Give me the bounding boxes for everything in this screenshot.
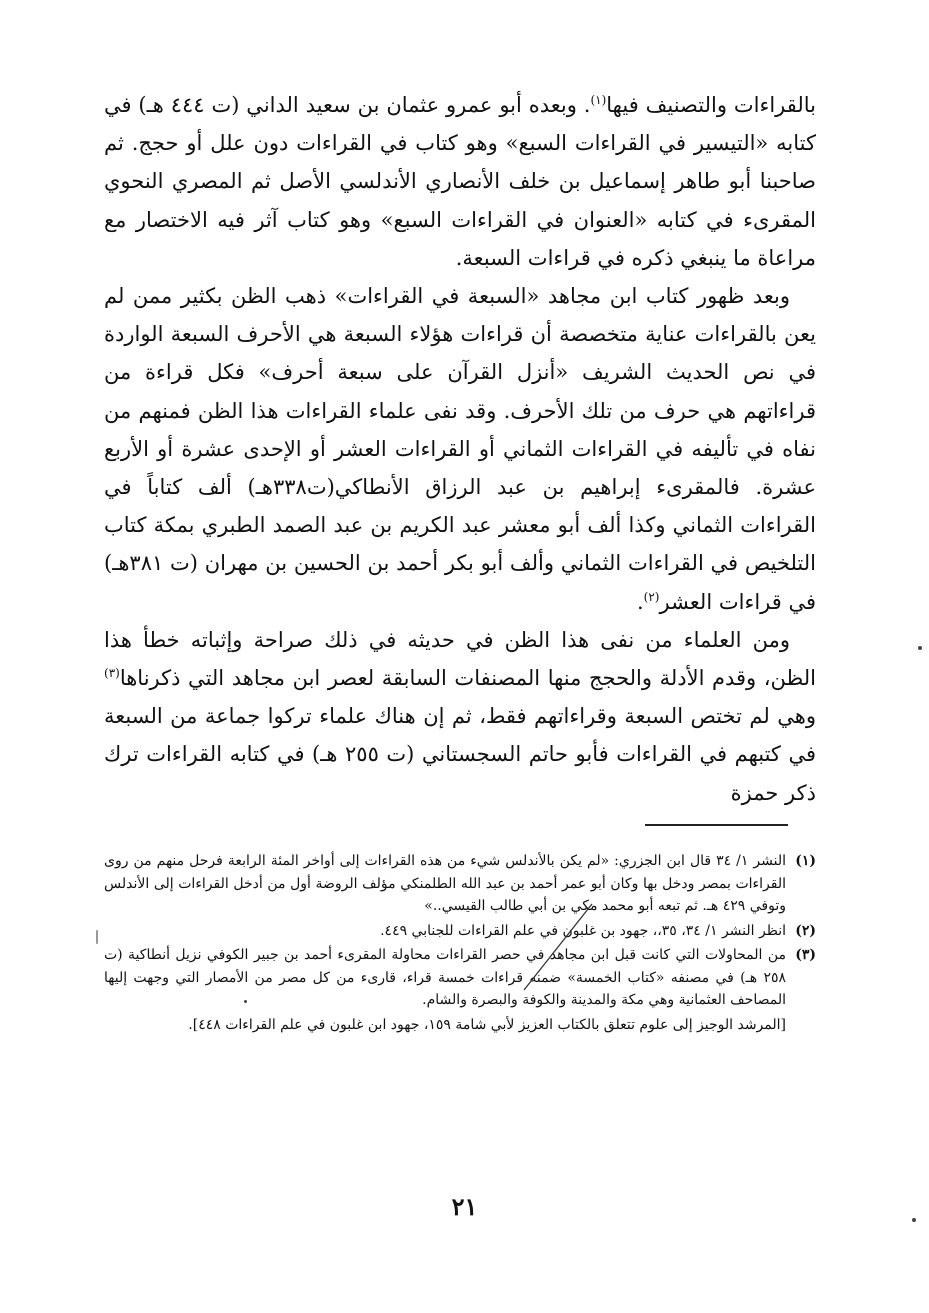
footnotes bbox=[104, 850, 816, 1036]
scan-speck bbox=[96, 930, 98, 944]
footnote-2 bbox=[104, 920, 816, 943]
pen-stroke-mark bbox=[518, 900, 598, 995]
main-text bbox=[104, 86, 816, 812]
paragraph-3-text: ومن العلماء من نفى هذا الظن في حديثه في ذلك صراحة وإثباته خطأ هذا الظن، وقدم الأدلة والحجج منها المصنفات السابقة لعصر ابن مجاهد التي ذكرناها bbox=[104, 627, 816, 691]
footnote-ref-3: (٣) bbox=[104, 666, 120, 681]
footnote-ref-1: (١) bbox=[590, 93, 607, 107]
footnote-3-source: [المرشد الوجيز إلى علوم تتعلق بالكتاب العزيز لأبي شامة ١٥٩، جهود ابن غلبون في علم القراءات ٤٤٨]. bbox=[188, 1016, 786, 1033]
paragraph-1-text-after: . وبعده أبو عمرو عثمان بن سعيد الداني (ت ٤٤٤ هـ) في كتابه «التيسير في القراءات السبع» وهو كتاب في القراءات دون علل أو حجج. ثم صاحبنا أبو طاهر إسماعيل بن خلف الأنصاري الأندلسي الأصل ثم المصري النحوي المقرىء في كتابه «العنوان في القراءات السبع» وهو كتاب آثر فيه الاختصار مع مراعاة ما ينبغي ذكره في قراءات السبعة. bbox=[104, 93, 816, 270]
footnote-separator bbox=[645, 824, 788, 826]
paragraph-3-text-after: وهي لم تختص السبعة وقراءاتهم فقط، ثم إن هناك علماء تركوا جماعة من السبعة في كتبهم في القراءات فأبو حاتم السجستاني (ت ٢٥٥ هـ) في كتابه القراءات ترك ذكر حمزة bbox=[104, 704, 817, 805]
scan-speck bbox=[244, 1000, 247, 1003]
page-number: ٢١ bbox=[451, 1192, 478, 1221]
paragraph-1 bbox=[104, 86, 816, 277]
footnote-1 bbox=[104, 850, 816, 918]
paragraph-2 bbox=[104, 277, 816, 621]
footnote-number: (٢) bbox=[795, 922, 816, 939]
footnote-ref-2: (٢) bbox=[643, 589, 660, 604]
footnote-text: انظر النشر ١/ ٣٤، ٣٥،، جهود بن غلبون في علم القراءات للجنابي ٤٤٩. bbox=[380, 922, 786, 939]
footnote-number: (٣) bbox=[795, 947, 816, 963]
scan-speck bbox=[912, 1218, 916, 1222]
paragraph-3 bbox=[104, 621, 816, 812]
footnote-3 bbox=[104, 944, 816, 1012]
footnote-number: (١) bbox=[795, 853, 816, 869]
footnote-text: من المحاولات التي كانت قبل ابن مجاهد في حصر القراءات محاولة المقرىء أحمد بن جبير الكوفي نزيل أنطاكية (ت ٢٥٨ هـ) في مصنفه «كتاب الخمسة» ضمنه قراءات خمسة قراء، قارىء من كل مصر من الأمصار التي وجهت إليها المصاحف العثمانية وهي مكة والمدينة والكوفة والبصرة والشام. bbox=[104, 947, 786, 1008]
paragraph-2-text: وبعد ظهور كتاب ابن مجاهد «السبعة في القراءات» ذهب الظن بكثير ممن لم يعن بالقراءات عناية متخصصة أن قراءات هؤلاء السبعة هي الأحرف السبعة الواردة في نص الحديث الشريف «أنزل القرآن على سبعة أحرف» فكل قراءة من قراءاتهم هي حرف من تلك الأحرف. وقد نفى علماء القراءات هذا الظن فمنهم من نفاه في تأليفه في القراءات الثماني أو القراءات العشر أو الإحدى عشرة أو الأربع عشرة. فالمقرىء إبراهيم بن عبد الرزاق الأنطاكي(ت٣٣٨هـ) ألف كتاباً في القراءات الثماني وكذا ألف أبو معشر عبد الكريم بن عبد الصمد الطبري بمكة كتاب التلخيص في القراءات الثماني وألف أبو بكر أحمد بن الحسين بن مهران (ت ٣٨١هـ) في قراءات العشر bbox=[104, 284, 816, 614]
paragraph-1-text: بالقراءات والتصنيف فيها bbox=[606, 93, 817, 117]
footnote-text: النشر ١/ ٣٤ قال ابن الجزري: «لم يكن بالأندلس شيء من هذه القراءات إلى أواخر المئة الرابعة فرحل منهم من روى القراءات بمصر ودخل بها وكان أبو عمر أحمد بن عبد الله الطلمنكي مؤلف الروضة أول من أدخل القراءات إلى الأندلس وتوفي ٤٢٩ هـ. ثم تبعه أبو محمد مكي بن أبي طالب القيسي..» bbox=[104, 853, 787, 914]
paragraph-2-text-after: . bbox=[636, 589, 644, 614]
scan-speck bbox=[918, 646, 922, 650]
